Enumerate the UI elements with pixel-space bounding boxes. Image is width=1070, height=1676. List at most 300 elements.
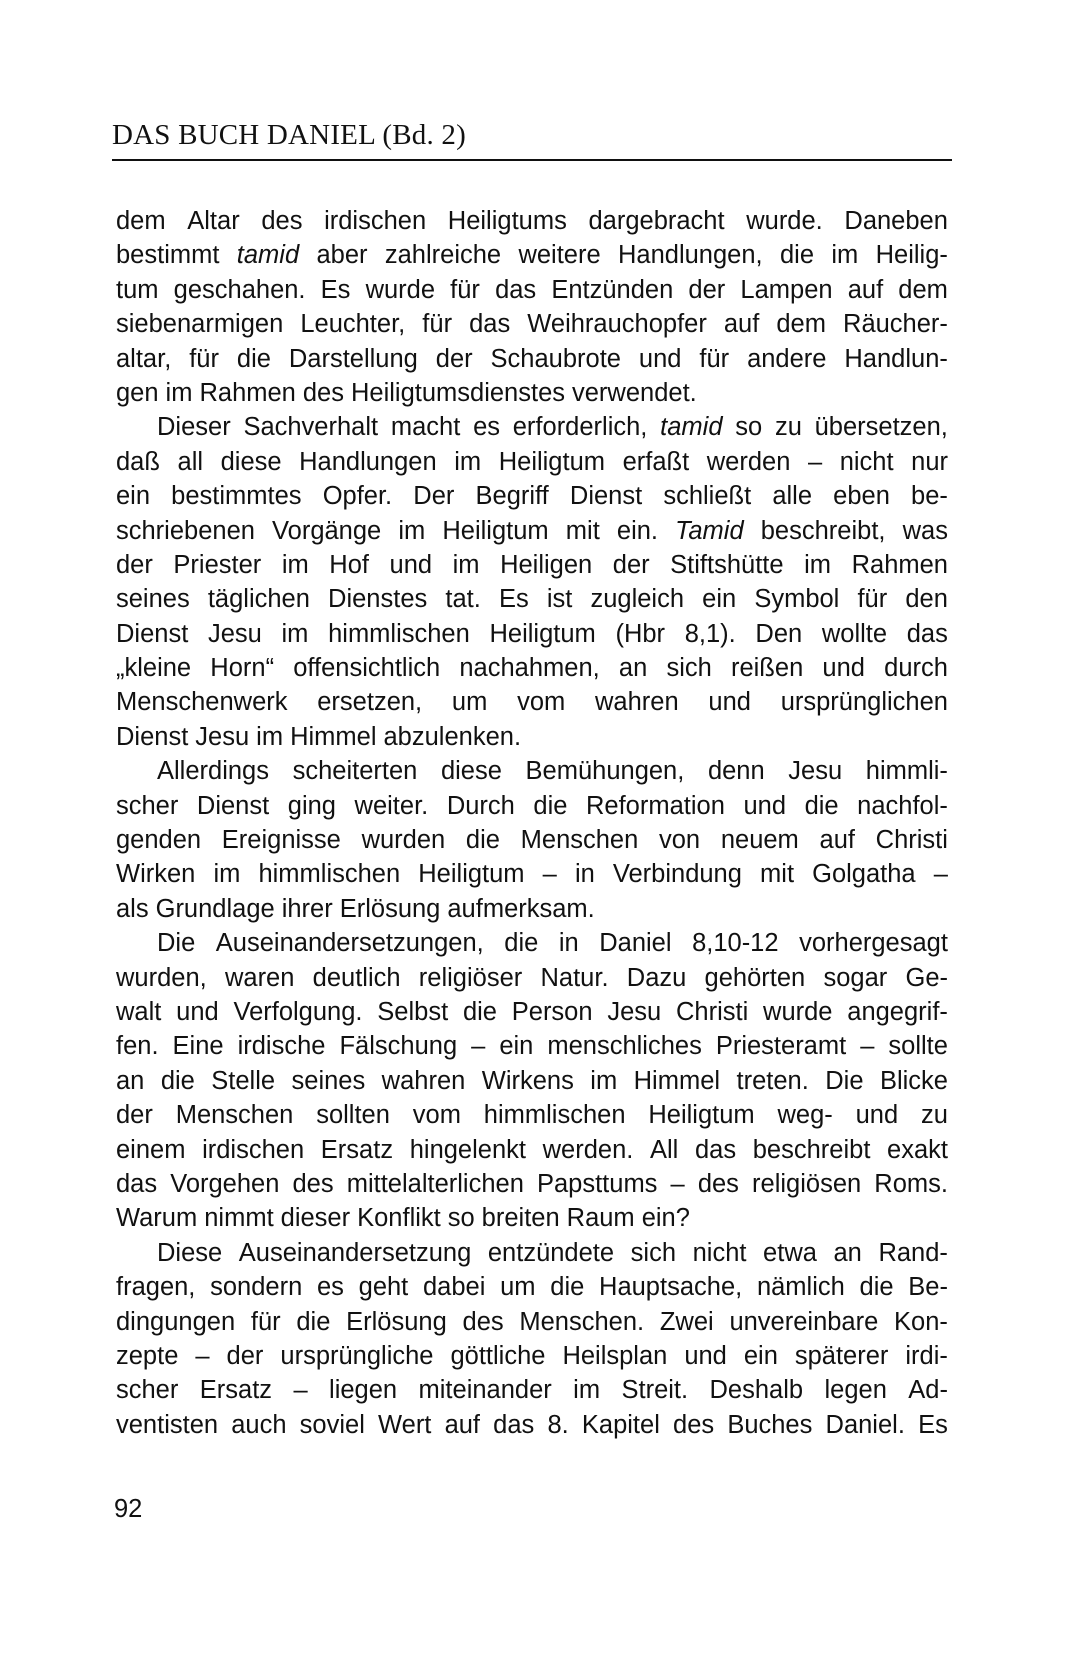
word: Heiligtum xyxy=(442,516,549,545)
word: die xyxy=(859,1273,894,1302)
word: die xyxy=(236,344,271,373)
word: Dienst xyxy=(116,619,189,648)
word: Auseinandersetzung xyxy=(238,1238,472,1267)
text-line xyxy=(116,479,948,513)
word: sondern xyxy=(210,1273,303,1302)
text-line xyxy=(116,926,948,960)
word: seines xyxy=(116,585,190,614)
word: Golgatha xyxy=(812,860,916,889)
word: Rand- xyxy=(878,1238,948,1267)
word: und xyxy=(638,344,682,373)
word: Dienst xyxy=(116,722,189,751)
word: Lampen xyxy=(740,275,833,304)
word: göttliche xyxy=(450,1341,546,1370)
word: denn xyxy=(707,757,765,786)
word: erfaßt xyxy=(622,447,690,476)
word: die xyxy=(465,826,500,855)
word: – xyxy=(807,447,823,476)
text-line xyxy=(116,754,948,788)
word: Rahmen xyxy=(851,550,948,579)
word: ventisten xyxy=(116,1410,219,1439)
word: scher xyxy=(116,1376,179,1405)
word: ursprüngliche xyxy=(280,1341,434,1370)
word: der xyxy=(116,550,153,579)
word: das xyxy=(694,1135,737,1164)
word: daß xyxy=(116,447,160,476)
word: Durch xyxy=(446,791,515,820)
word: Daniel xyxy=(599,929,672,958)
word: Christi xyxy=(675,997,749,1026)
word: und xyxy=(743,791,787,820)
word: – xyxy=(293,1376,308,1405)
word: täglichen xyxy=(207,585,310,614)
word: Schaubrote xyxy=(490,344,621,373)
word: tum xyxy=(116,275,159,304)
word: aufmerksam. xyxy=(447,894,595,923)
word: ein xyxy=(702,585,737,614)
word: an xyxy=(116,1066,145,1095)
word: – xyxy=(670,1169,685,1198)
word: Der xyxy=(413,482,455,511)
word: von xyxy=(659,826,701,855)
word: mittelalterlichen xyxy=(346,1169,524,1198)
running-head: DAS BUCH DANIEL (Bd. 2) xyxy=(112,119,466,151)
word: im xyxy=(573,1376,601,1405)
word: bestimmt xyxy=(116,241,220,270)
italic-term: tamid xyxy=(236,241,300,270)
word: Deshalb xyxy=(709,1376,804,1405)
word: irdi- xyxy=(905,1341,948,1370)
word: Wirken xyxy=(116,860,196,889)
word: die xyxy=(462,997,497,1026)
word: nachahmen, xyxy=(459,654,600,683)
word: im xyxy=(831,241,859,270)
word: für xyxy=(450,275,480,304)
word: Heiligtum xyxy=(648,1101,755,1130)
word: Es xyxy=(918,1410,948,1439)
word: be- xyxy=(911,482,948,511)
word: Darstellung xyxy=(288,344,418,373)
word: im xyxy=(281,550,309,579)
text-line xyxy=(116,445,948,479)
word: die xyxy=(550,1273,585,1302)
word: Dieser xyxy=(157,413,231,442)
word: Auseinandersetzungen, xyxy=(215,929,484,958)
word: deutlich xyxy=(312,963,401,992)
word: Daniel. xyxy=(825,1410,905,1439)
text-line xyxy=(116,617,948,651)
word: Verfolgung. xyxy=(233,997,363,1026)
word: um xyxy=(451,688,488,717)
word: Grundlage xyxy=(155,894,275,923)
word: und xyxy=(176,997,219,1026)
word: Himmel xyxy=(633,1066,721,1095)
word: Die xyxy=(825,1066,864,1095)
word: ging xyxy=(287,791,336,820)
word: ihrer xyxy=(281,894,333,923)
word: gehörten xyxy=(704,963,806,992)
word: etwa xyxy=(763,1238,817,1267)
word: Die xyxy=(157,929,196,958)
text-line xyxy=(116,1408,948,1442)
word: einem xyxy=(116,1135,186,1164)
word: Daneben xyxy=(844,207,948,235)
word: an xyxy=(833,1238,862,1267)
word: beschreibt xyxy=(752,1135,871,1164)
word: himmlischen xyxy=(258,860,401,889)
text-line xyxy=(116,651,948,685)
word: Buches xyxy=(727,1410,813,1439)
text-line xyxy=(116,548,948,582)
word: Ersatz xyxy=(199,1376,273,1405)
body-text xyxy=(116,204,948,1442)
word: späterer xyxy=(794,1341,889,1370)
word: Dienst xyxy=(569,482,643,511)
word: eben xyxy=(833,482,890,511)
word: Heilsplan xyxy=(562,1341,668,1370)
word: – xyxy=(195,1341,210,1370)
text-line xyxy=(116,238,948,272)
word: auf xyxy=(444,1410,481,1439)
word: auf xyxy=(819,826,855,855)
word: Natur. xyxy=(540,963,609,992)
word: Stiftshütte xyxy=(670,550,784,579)
word: Rahmen xyxy=(199,378,296,407)
word: unvereinbare xyxy=(729,1307,879,1336)
text-line xyxy=(116,961,948,995)
word: und xyxy=(822,654,865,683)
italic-term: Tamid xyxy=(675,516,744,545)
text-line xyxy=(116,342,948,376)
word: liegen xyxy=(329,1376,398,1405)
word: Roms. xyxy=(874,1169,948,1198)
text-line xyxy=(116,995,948,1029)
word: so xyxy=(447,1204,475,1233)
word: sogar xyxy=(823,963,888,992)
word: wahren xyxy=(381,1066,466,1095)
word: der xyxy=(226,1341,264,1370)
text-line xyxy=(116,204,948,238)
word: weg- xyxy=(777,1101,833,1130)
word: neuem xyxy=(720,826,799,855)
word: exakt xyxy=(887,1135,948,1164)
text-line xyxy=(116,1236,948,1270)
word: Heiligtums xyxy=(447,207,567,235)
word: Kapitel xyxy=(581,1410,660,1439)
word: – xyxy=(542,860,557,889)
word: ein xyxy=(499,1032,534,1061)
text-line xyxy=(116,685,948,719)
word: so xyxy=(735,413,763,442)
word: Ge- xyxy=(905,963,948,992)
word: menschliches xyxy=(547,1032,702,1061)
word: übersetzen, xyxy=(814,413,948,442)
text-line xyxy=(116,789,948,823)
word: Ereignisse xyxy=(221,826,341,855)
word: abzulenken. xyxy=(383,722,522,751)
word: auch xyxy=(231,1410,287,1439)
word: Stelle xyxy=(211,1066,276,1095)
word: und xyxy=(684,1341,727,1370)
word: zu xyxy=(774,413,802,442)
word: reißen xyxy=(730,654,804,683)
word: sich xyxy=(666,654,712,683)
word: werden. xyxy=(542,1135,634,1164)
word: Den xyxy=(755,619,803,648)
word: Opfer. xyxy=(322,482,393,511)
italic-term: tamid xyxy=(660,413,723,442)
word: irdischen xyxy=(202,1135,305,1164)
word: dem xyxy=(776,310,826,339)
word: des xyxy=(261,207,303,235)
word: vom xyxy=(517,688,566,717)
word: die xyxy=(779,241,814,270)
word: – xyxy=(933,860,948,889)
word: Diese xyxy=(157,1238,223,1267)
word: dargebracht xyxy=(588,207,725,235)
word: macht xyxy=(390,413,461,442)
word: Vorgehen xyxy=(170,1169,280,1198)
word: der xyxy=(612,550,650,579)
word: Menschen. xyxy=(519,1307,645,1336)
word: Menschen xyxy=(520,826,639,855)
text-line xyxy=(116,1270,948,1304)
word: Es xyxy=(320,275,351,304)
word: ist xyxy=(546,585,573,614)
word: Selbst xyxy=(377,997,449,1026)
word: beschreibt, xyxy=(760,516,886,545)
word: – xyxy=(860,1032,875,1061)
word: Jesu xyxy=(788,757,843,786)
word: Kon- xyxy=(894,1307,948,1336)
word: im xyxy=(256,722,284,751)
word: Menschenwerk xyxy=(116,688,288,717)
word: Himmel xyxy=(290,722,377,751)
word: das xyxy=(116,1169,158,1198)
word: Streit. xyxy=(621,1376,689,1405)
word: des xyxy=(302,378,344,407)
word: zahlreiche xyxy=(384,241,502,270)
word: ein xyxy=(743,1341,778,1370)
word: des xyxy=(673,1410,715,1439)
word: und xyxy=(708,688,751,717)
word: (Hbr xyxy=(615,619,666,648)
text-line xyxy=(116,307,948,341)
word: es xyxy=(316,1273,344,1302)
word: werden xyxy=(706,447,791,476)
word: – xyxy=(471,1032,486,1061)
text-line xyxy=(116,892,948,926)
word: dem xyxy=(898,275,948,304)
word: ersetzen, xyxy=(317,688,423,717)
word: Priesteramt xyxy=(715,1032,847,1061)
word: Erlösung xyxy=(346,1307,447,1336)
word: diese xyxy=(220,447,282,476)
word: im xyxy=(281,619,309,648)
word: Konflikt xyxy=(357,1204,441,1233)
word: Dienstes xyxy=(328,585,428,614)
word: Be- xyxy=(908,1273,948,1302)
word: nimmt xyxy=(204,1204,274,1233)
word: Verbindung xyxy=(612,860,742,889)
word: sich xyxy=(630,1238,677,1267)
word: Wert xyxy=(378,1410,432,1439)
word: walt xyxy=(116,997,162,1026)
word: Papsttums xyxy=(536,1169,658,1198)
word: im xyxy=(165,378,193,407)
word: schließt xyxy=(663,482,752,511)
word: Weihrauchopfer xyxy=(527,310,707,339)
word: im xyxy=(398,516,426,545)
word: ein? xyxy=(641,1204,690,1233)
word: verwendet. xyxy=(572,378,697,407)
word: wurde. xyxy=(746,207,823,235)
word: altar, xyxy=(116,344,172,373)
word: Bemühungen, xyxy=(525,757,685,786)
word: Sachverhalt xyxy=(243,413,379,442)
word: ursprünglichen xyxy=(780,688,948,717)
page-number: 92 xyxy=(114,1495,143,1523)
word: All xyxy=(650,1135,679,1164)
word: für xyxy=(250,1307,281,1336)
word: erforderlich, xyxy=(512,413,648,442)
word: wollte xyxy=(821,619,888,648)
word: scheiterten xyxy=(292,757,418,786)
word: geschahen. xyxy=(173,275,306,304)
word: durch xyxy=(884,654,948,683)
word: in xyxy=(574,860,595,889)
word: Horn“ xyxy=(210,654,275,683)
word: weiter. xyxy=(354,791,429,820)
word: der xyxy=(435,344,473,373)
word: irdische xyxy=(237,1032,326,1061)
word: des xyxy=(697,1169,739,1198)
word: 8,10-12 xyxy=(692,929,779,958)
word: Heilig- xyxy=(875,241,948,270)
word: für xyxy=(422,310,453,339)
word: und xyxy=(855,1101,899,1130)
word: scher xyxy=(116,791,179,820)
word: himmlischen xyxy=(328,619,470,648)
word: das xyxy=(906,619,948,648)
word: für xyxy=(857,585,888,614)
word: Blicke xyxy=(879,1066,948,1095)
word: angegrif- xyxy=(847,997,948,1026)
word: auf xyxy=(723,310,760,339)
word: Hauptsache, xyxy=(599,1273,743,1302)
word: im xyxy=(804,550,832,579)
word: des xyxy=(292,1169,334,1198)
word: um xyxy=(500,1273,536,1302)
text-line xyxy=(116,857,948,891)
word: der xyxy=(688,275,726,304)
text-line xyxy=(116,1201,948,1235)
word: Handlun- xyxy=(844,344,948,373)
word: Allerdings xyxy=(157,757,269,786)
word: Dienst xyxy=(196,791,270,820)
word: treten. xyxy=(736,1066,809,1095)
word: gen xyxy=(116,378,159,407)
text-line xyxy=(116,376,948,410)
word: Handlungen xyxy=(299,447,437,476)
word: waren xyxy=(224,963,295,992)
word: wurde xyxy=(763,997,833,1026)
text-line xyxy=(116,1305,948,1339)
text-line xyxy=(116,1339,948,1373)
header-rule xyxy=(112,159,952,161)
word: 8,1). xyxy=(684,619,736,648)
word: dabei xyxy=(423,1273,486,1302)
text-line xyxy=(116,1373,948,1407)
word: Entzünden xyxy=(551,275,674,304)
word: zepte xyxy=(116,1341,179,1370)
text-line xyxy=(116,410,948,444)
word: und xyxy=(389,550,433,579)
word: im xyxy=(590,1066,618,1095)
word: Altar xyxy=(187,207,240,235)
text-line xyxy=(116,582,948,616)
word: das xyxy=(469,310,511,339)
word: 8. xyxy=(547,1410,569,1439)
word: das xyxy=(493,1410,535,1439)
word: nachfol- xyxy=(857,791,948,820)
word: im xyxy=(454,447,482,476)
word: zugleich xyxy=(590,585,685,614)
word: himmlischen xyxy=(483,1101,626,1130)
word: dem xyxy=(116,207,166,235)
word: soviel xyxy=(299,1410,365,1439)
word: die xyxy=(296,1307,331,1336)
word: der xyxy=(116,1101,153,1130)
word: sollte xyxy=(888,1032,948,1061)
word: Heiligen xyxy=(500,550,593,579)
word: diese xyxy=(440,757,502,786)
word: Räucher- xyxy=(843,310,948,339)
text-line xyxy=(116,1064,948,1098)
word: wurde xyxy=(365,275,436,304)
word: breiten xyxy=(481,1204,560,1233)
text-line xyxy=(116,514,948,548)
word: Heiligtumsdienstes xyxy=(350,378,565,407)
text-line xyxy=(116,1133,948,1167)
word: dingungen xyxy=(116,1307,236,1336)
word: andere xyxy=(747,344,827,373)
word: Christi xyxy=(875,826,948,855)
word: fen. xyxy=(116,1032,159,1061)
word: in xyxy=(558,929,579,958)
word: Wirkens xyxy=(481,1066,574,1095)
word: miteinander xyxy=(418,1376,552,1405)
word: auf xyxy=(847,275,884,304)
word: ein xyxy=(116,482,151,511)
word: geht xyxy=(358,1273,409,1302)
word: Symbol xyxy=(754,585,840,614)
word: Warum xyxy=(116,1204,198,1233)
text-line xyxy=(116,1098,948,1132)
word: Heiligtum xyxy=(489,619,596,648)
word: offensichtlich xyxy=(293,654,441,683)
word: Leuchter, xyxy=(300,310,406,339)
word: Jesu xyxy=(195,722,250,751)
word: Ersatz xyxy=(320,1135,394,1164)
word: irdischen xyxy=(324,207,427,235)
word: wurden, xyxy=(116,963,207,992)
word: zu xyxy=(921,1101,948,1130)
word: fragen, xyxy=(116,1273,196,1302)
word: Handlungen, xyxy=(618,241,763,270)
word: was xyxy=(902,516,948,545)
word: es xyxy=(473,413,500,442)
